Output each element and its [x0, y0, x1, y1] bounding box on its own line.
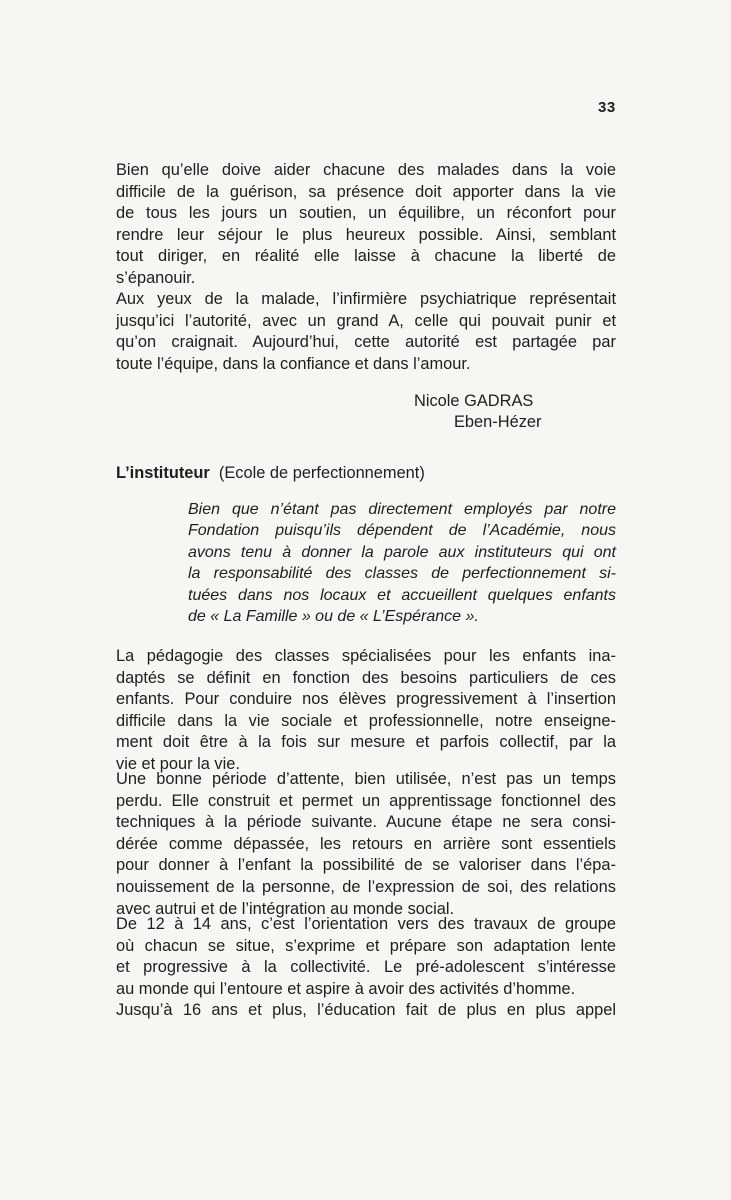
paragraph-1: [116, 160, 616, 290]
intro-line: Bien que n’étant pas directement employés par notre: [188, 501, 616, 518]
intro-line: la responsabilité des classes de perfectionnement si-: [188, 565, 616, 583]
paragraph-line: tout diriger, en réalité elle laisse à chacune la liberté de: [116, 247, 616, 266]
page-number: 33: [598, 99, 616, 116]
paragraph-line: techniques à la période suivante. Aucune étape ne sera consi-: [116, 813, 616, 832]
paragraph-line: difficile dans la vie sociale et professionnelle, notre enseigne-: [116, 711, 616, 730]
paragraph-line: Aux yeux de la malade, l’infirmière psychiatrique représentait: [116, 290, 616, 308]
paragraph-line: nouissement de la personne, de l’expression de soi, des relations: [116, 877, 616, 896]
paragraph-3: [116, 646, 616, 776]
paragraph-line: jusqu’ici l’autorité, avec un grand A, celle qui pouvait punir et: [116, 311, 616, 330]
paragraph-line: perdu. Elle construit et permet un apprentissage fonctionnel des: [116, 791, 616, 810]
paragraph-line: au monde qui l’entoure et aspire à avoir des activités d’homme.: [116, 979, 576, 998]
paragraph-line: toute l’équipe, dans la confiance et dans l’amour.: [116, 354, 471, 373]
paragraph-4: [116, 769, 616, 920]
paragraph-line: et progressive à la collectivité. Le pré-adolescent s’intéresse: [116, 958, 616, 977]
intro-line: tuées dans nos locaux et accueillent quelques enfants: [188, 586, 616, 604]
paragraph-line: s’épanouir.: [116, 268, 196, 287]
paragraph-line: rendre leur séjour le plus heureux possible. Ainsi, semblant: [116, 225, 616, 244]
paragraph-line: difficile de la guérison, sa présence doit apporter dans la vie: [116, 182, 616, 201]
paragraph-line: pour donner à l’enfant la possibilité de se valoriser dans l’épa-: [116, 856, 616, 875]
paragraph-line: avec autrui et de l’intégration au monde social.: [116, 899, 455, 918]
paragraph-line: de tous les jours un soutien, un équilibre, un réconfort pour: [116, 204, 616, 223]
paragraph-line: La pédagogie des classes spécialisées pour les enfants ina-: [116, 647, 616, 665]
paragraph-line: ment doit être à la fois sur mesure et parfois collectif, par la: [116, 733, 616, 752]
paragraph-2: [116, 289, 616, 375]
paragraph-line: Jusqu’à 16 ans et plus, l’éducation fait de plus en plus appel: [116, 1001, 616, 1019]
paragraph-line: qu’on craignait. Aujourd’hui, cette autorité est partagée par: [116, 333, 616, 352]
intro-note: [188, 499, 616, 627]
paragraph-line: De 12 à 14 ans, c’est l’orientation vers des travaux de groupe: [116, 915, 616, 933]
section-subtitle: (Ecole de perfectionnement): [218, 464, 425, 482]
paragraph-line: daptés se définit en fonction des besoins particuliers de ces: [116, 668, 616, 687]
paragraph-line: Bien qu’elle doive aider chacune des malades dans la voie: [116, 161, 616, 179]
paragraph-6: [116, 1000, 616, 1022]
signature-place: Eben-Hézer: [454, 413, 542, 431]
paragraph-line: vie et pour la vie.: [116, 754, 240, 773]
intro-line: Fondation puisqu’ils dépendent de l’Académie, nous: [188, 522, 616, 540]
paragraph-line: dérée comme dépassée, les retours en arrière sont essentiels: [116, 834, 616, 853]
paragraph-line: Une bonne période d’attente, bien utilisée, n’est pas un temps: [116, 770, 616, 788]
section-heading: [116, 463, 425, 485]
section-title: L’instituteur: [116, 464, 210, 482]
intro-line: avons tenu à donner la parole aux instituteurs qui ont: [188, 543, 616, 561]
paragraph-line: où chacun se situe, s’exprime et prépare son adaptation lente: [116, 936, 616, 955]
paragraph-5: [116, 914, 616, 1000]
paragraph-line: enfants. Pour conduire nos élèves progressivement à l’insertion: [116, 690, 616, 709]
signature-name: Nicole GADRAS: [414, 392, 534, 410]
intro-line: de « La Famille » ou de « L’Espérance ».: [188, 608, 479, 626]
